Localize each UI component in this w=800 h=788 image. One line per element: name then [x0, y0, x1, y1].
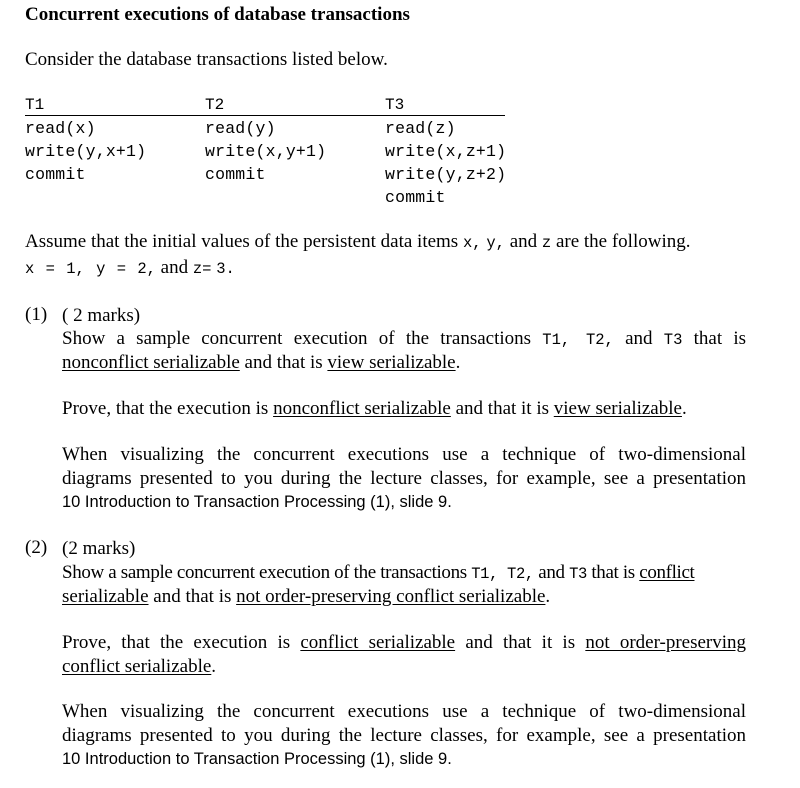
q2-visualize-line-2: diagrams presented to you during the lecture classes, for example, see a presentation: [62, 725, 746, 746]
transaction-op: read(z): [385, 119, 456, 138]
transaction-op: write(y,x+1): [25, 142, 147, 161]
var-x: x,: [462, 234, 482, 252]
transaction-header: T1: [25, 96, 45, 114]
transaction-header: T3: [385, 96, 405, 114]
transaction-op: write(x,y+1): [205, 142, 327, 161]
transaction-op: read(y): [205, 119, 276, 138]
transaction-column-t2: [205, 94, 385, 186]
initial-values: x = 1, y = 2,: [25, 260, 156, 278]
q2-visualize-line-1: When visualizing the concurrent executions use a technique of two-dimensional: [62, 701, 746, 722]
transaction-op: write(x,z+1): [385, 142, 507, 161]
q2-visualize-line-3: 10 Introduction to Transaction Processing (1), slide 9.: [62, 750, 452, 768]
table-header-rule: [25, 115, 505, 116]
q2-prove-line-2: conflict serializable.: [62, 656, 217, 677]
transaction-column-t1: [25, 94, 205, 186]
q1-visualize-line-3: 10 Introduction to Transaction Processing (1), slide 9.: [62, 493, 452, 511]
q2-line-2: serializable and that is not order-preserving conflict serializable.: [62, 586, 551, 607]
intro-text: Consider the database transactions listed below.: [25, 49, 388, 70]
q1-line-2: nonconflict serializable and that is view serializable.: [62, 352, 461, 373]
assumption-line-2: x = 1, y = 2, and z= 3.: [25, 257, 235, 278]
transaction-op: commit: [385, 188, 446, 207]
transaction-op: commit: [205, 165, 266, 184]
q1-prove: Prove, that the execution is nonconflict serializable and that it is view serializable.: [62, 398, 687, 419]
transaction-op: commit: [25, 165, 86, 184]
transaction-op: write(y,z+2): [385, 165, 507, 184]
q2-line-1: Show a sample concurrent execution of the transactions T1, T2, and T3 that is conflict: [62, 562, 695, 583]
question-marks: (2 marks): [62, 538, 136, 559]
q1-visualize-line-1: When visualizing the concurrent executions use a technique of two-dimensional: [62, 444, 746, 465]
page-title: Concurrent executions of database transactions: [25, 4, 410, 25]
q1-visualize-line-2: diagrams presented to you during the lecture classes, for example, see a presentation: [62, 468, 746, 489]
question-number: (2): [25, 537, 48, 558]
transaction-column-t3: [385, 94, 565, 209]
transaction-op: read(x): [25, 119, 96, 138]
q1-line-1: Show a sample concurrent execution of the transactions T1, T2, and T3 that is: [62, 328, 747, 349]
q2-prove-line-1: Prove, that the execution is conflict serializable and that it is not order-preserving: [62, 632, 747, 653]
var-z: z: [541, 234, 552, 252]
question-marks: ( 2 marks): [62, 305, 141, 326]
var-y: y,: [486, 234, 505, 252]
question-number: (1): [25, 304, 48, 325]
assumption-line-1: Assume that the initial values of the persistent data items x, y, and z are the following.: [25, 231, 691, 252]
transaction-header: T2: [205, 96, 225, 114]
